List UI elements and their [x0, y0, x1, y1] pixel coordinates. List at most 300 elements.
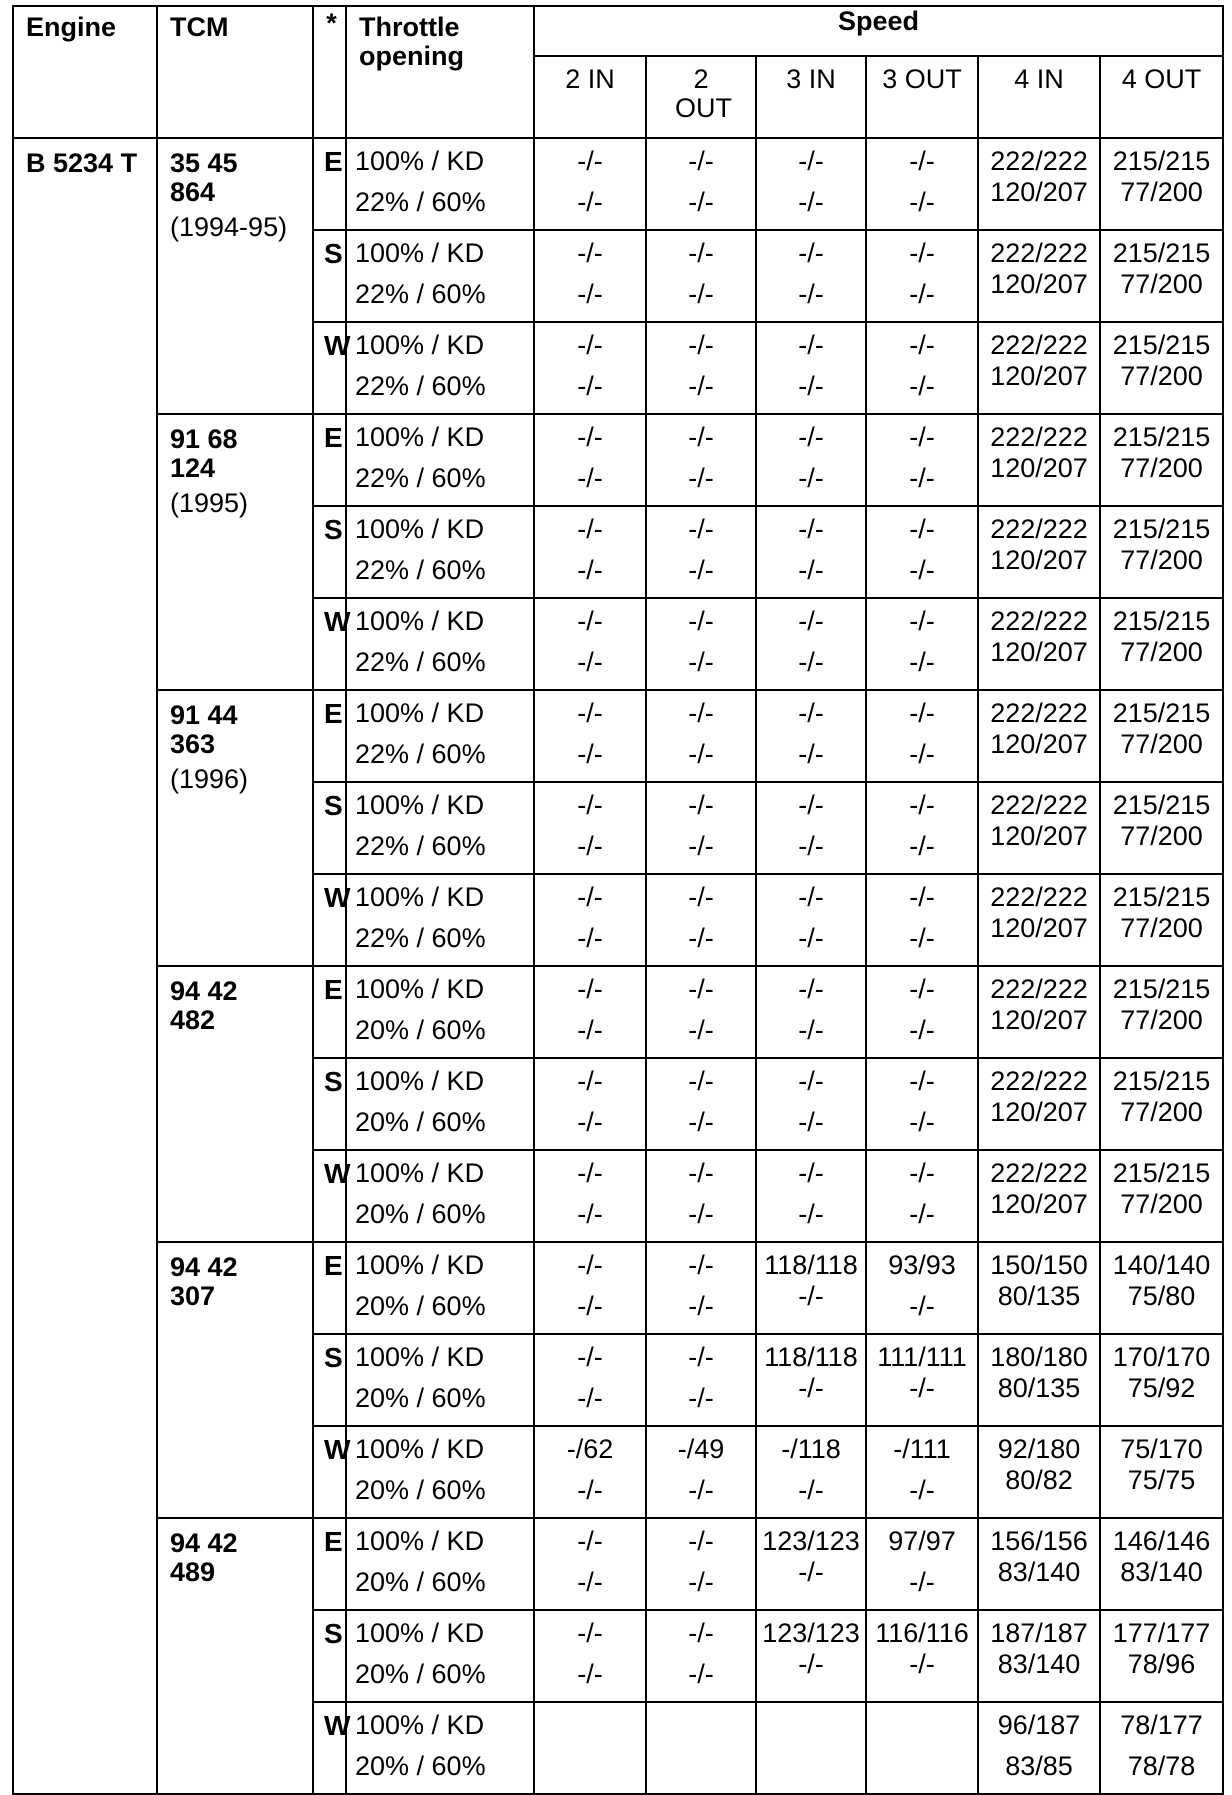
speed-cell [756, 322, 866, 414]
speed-value: 215/215 [1112, 422, 1211, 452]
speed-cell [756, 1518, 866, 1610]
speed-value: 120/207 [990, 453, 1088, 483]
speed-value: -/- [798, 1281, 824, 1311]
tcm-year: (1996) [170, 764, 249, 795]
throttle-cell [346, 1150, 534, 1242]
speed-cell [978, 690, 1100, 782]
speed-cell [534, 1518, 646, 1610]
speed-value: -/- [577, 187, 603, 217]
speed-value: 215/215 [1112, 790, 1211, 820]
speed-value: 156/156 [990, 1526, 1088, 1556]
speed-value: 215/215 [1112, 974, 1211, 1004]
speed-value: -/- [577, 1659, 603, 1689]
speed-value: 77/200 [1120, 1097, 1203, 1127]
table-row [13, 1242, 1223, 1334]
speed-value: 77/200 [1120, 177, 1203, 207]
speed-value: 215/215 [1112, 882, 1211, 912]
speed-cell [534, 966, 646, 1058]
speed-cell [646, 1518, 756, 1610]
throttle-value: 100% / KD [355, 1250, 485, 1280]
speed-value: 77/200 [1120, 821, 1203, 851]
speed-cell [1100, 1150, 1223, 1242]
speed-cell [978, 1702, 1100, 1794]
throttle-cell [346, 230, 534, 322]
speed-value: 93/93 [888, 1250, 956, 1280]
mode-cell: S [313, 1058, 346, 1150]
speed-value: 222/222 [990, 1158, 1088, 1188]
speed-value: -/- [688, 238, 714, 268]
speed-value: 75/80 [1127, 1281, 1196, 1311]
speed-cell [1100, 1058, 1223, 1150]
speed-value: -/- [577, 555, 603, 585]
speed-value: -/- [688, 1015, 714, 1045]
speed-value: -/- [798, 1557, 824, 1587]
speed-value: -/- [688, 831, 714, 861]
speed-table [12, 5, 1224, 1795]
speed-value: -/62 [566, 1434, 614, 1464]
speed-value: -/- [577, 882, 603, 912]
speed-value: -/- [688, 1250, 714, 1280]
throttle-value: 100% / KD [355, 1526, 485, 1556]
speed-cell [1100, 414, 1223, 506]
speed-cell [978, 1518, 1100, 1610]
speed-value: -/- [577, 974, 603, 1004]
speed-value: 222/222 [990, 514, 1088, 544]
speed-value: -/- [909, 1649, 935, 1679]
speed-cell [866, 1518, 978, 1610]
speed-value: 222/222 [990, 698, 1088, 728]
speed-cell [866, 506, 978, 598]
speed-value: -/- [798, 1475, 824, 1505]
speed-value: -/- [688, 279, 714, 309]
speed-value: -/118 [781, 1434, 841, 1464]
speed-value: -/- [798, 1373, 824, 1403]
tcm-code: 91 68 124 [170, 424, 238, 484]
speed-cell [978, 1426, 1100, 1518]
speed-value [867, 1752, 977, 1793]
speed-value: 215/215 [1112, 698, 1211, 728]
speed-cell [866, 1426, 978, 1518]
speed-value: 215/215 [1112, 1158, 1211, 1188]
speed-cell [978, 230, 1100, 322]
throttle-value: 100% / KD [355, 422, 485, 452]
speed-value: -/- [909, 422, 935, 452]
speed-value [647, 1711, 755, 1752]
speed-value: -/- [909, 1158, 935, 1188]
throttle-value: 20% / 60% [355, 1659, 486, 1689]
speed-value: -/- [909, 279, 935, 309]
mode-cell: W [313, 1150, 346, 1242]
speed-cell [1100, 1242, 1223, 1334]
mode-cell: S [313, 1334, 346, 1426]
tcm-cell [157, 1242, 313, 1518]
speed-value: 120/207 [990, 913, 1088, 943]
throttle-value: 100% / KD [355, 1618, 485, 1648]
speed-value: -/- [798, 514, 824, 544]
tcm-cell [157, 414, 313, 690]
speed-value: 80/135 [997, 1281, 1081, 1311]
speed-value: 222/222 [990, 146, 1088, 176]
speed-cell [534, 690, 646, 782]
header-col-2-in: 2 IN [534, 56, 646, 138]
throttle-value: 20% / 60% [355, 1475, 486, 1505]
speed-cell [646, 230, 756, 322]
speed-value: -/- [798, 1107, 824, 1137]
speed-value: -/- [798, 330, 824, 360]
throttle-cell [346, 1610, 534, 1702]
speed-cell [1100, 506, 1223, 598]
table-row [13, 138, 1223, 230]
speed-cell [756, 690, 866, 782]
speed-value: -/- [909, 371, 935, 401]
speed-value: -/- [688, 882, 714, 912]
speed-cell [1100, 1610, 1223, 1702]
speed-value: 83/140 [1120, 1557, 1203, 1587]
tcm-cell [157, 1518, 313, 1794]
speed-value: -/- [577, 606, 603, 636]
speed-value: 83/140 [997, 1557, 1081, 1587]
speed-cell [866, 1610, 978, 1702]
speed-value: 77/200 [1120, 361, 1203, 391]
speed-value: 222/222 [990, 606, 1088, 636]
speed-cell [756, 598, 866, 690]
speed-cell [978, 1334, 1100, 1426]
speed-value: 97/97 [888, 1526, 956, 1556]
speed-value: -/- [577, 1526, 603, 1556]
speed-value: -/- [688, 1291, 714, 1321]
throttle-value: 20% / 60% [355, 1199, 486, 1229]
speed-value: -/- [577, 698, 603, 728]
header-engine: Engine [13, 6, 157, 138]
speed-value: -/- [798, 146, 824, 176]
speed-value: -/- [909, 1291, 935, 1321]
throttle-value: 22% / 60% [355, 187, 486, 217]
speed-cell [534, 1702, 646, 1794]
speed-value: -/- [688, 1383, 714, 1413]
speed-cell [756, 1058, 866, 1150]
speed-cell [978, 1242, 1100, 1334]
throttle-cell [346, 1702, 534, 1794]
speed-value: 123/123 [762, 1618, 860, 1648]
speed-value: -/- [577, 739, 603, 769]
speed-value: -/- [909, 514, 935, 544]
engine-cell: B 5234 T [13, 138, 157, 1794]
tcm-code: 91 44 363 [170, 700, 238, 760]
speed-value: -/- [577, 514, 603, 544]
speed-cell [646, 322, 756, 414]
speed-value: 215/215 [1112, 514, 1211, 544]
speed-value: 111/111 [877, 1342, 967, 1372]
speed-value [535, 1711, 645, 1752]
speed-value: 222/222 [990, 238, 1088, 268]
speed-cell [534, 414, 646, 506]
speed-value: 123/123 [762, 1526, 860, 1556]
speed-value: 222/222 [990, 974, 1088, 1004]
speed-value: -/- [577, 330, 603, 360]
speed-cell [646, 782, 756, 874]
speed-cell [534, 1334, 646, 1426]
speed-cell [534, 1058, 646, 1150]
speed-value: -/- [798, 371, 824, 401]
throttle-cell [346, 690, 534, 782]
speed-value: -/- [688, 974, 714, 1004]
speed-value: -/- [798, 463, 824, 493]
throttle-cell [346, 506, 534, 598]
table-row [13, 414, 1223, 506]
throttle-value: 20% / 60% [355, 1015, 486, 1045]
tcm-code: 35 45 864 [170, 148, 238, 208]
tcm-year: (1994-95) [170, 212, 288, 243]
speed-value: -/- [688, 647, 714, 677]
speed-value: -/111 [893, 1434, 951, 1464]
speed-value: 77/200 [1120, 453, 1203, 483]
speed-value: 120/207 [990, 269, 1088, 299]
speed-value: -/- [909, 1373, 935, 1403]
throttle-value: 100% / KD [355, 1342, 485, 1372]
speed-value: -/- [909, 463, 935, 493]
throttle-cell [346, 598, 534, 690]
speed-cell [978, 874, 1100, 966]
throttle-value: 100% / KD [355, 974, 485, 1004]
speed-value: -/- [909, 790, 935, 820]
speed-value: 120/207 [990, 1005, 1088, 1035]
speed-value: -/- [798, 831, 824, 861]
throttle-value: 20% / 60% [355, 1567, 486, 1597]
throttle-value: 22% / 60% [355, 279, 486, 309]
speed-value: -/- [909, 606, 935, 636]
header-row [13, 6, 1223, 56]
speed-value: -/- [798, 1158, 824, 1188]
mode-cell: W [313, 1702, 346, 1794]
speed-value: -/- [909, 555, 935, 585]
speed-cell [646, 138, 756, 230]
throttle-value: 100% / KD [355, 238, 485, 268]
speed-value: -/- [688, 1475, 714, 1505]
speed-value: -/- [798, 555, 824, 585]
speed-value: -/- [577, 1199, 603, 1229]
speed-value: 215/215 [1112, 606, 1211, 636]
speed-value: 180/180 [990, 1342, 1088, 1372]
speed-cell [1100, 1702, 1223, 1794]
speed-cell [534, 1242, 646, 1334]
speed-cell [646, 598, 756, 690]
throttle-value: 20% / 60% [355, 1751, 486, 1781]
speed-cell [866, 1334, 978, 1426]
table-body [13, 138, 1223, 1794]
speed-value: -/- [798, 739, 824, 769]
speed-value: -/- [798, 187, 824, 217]
speed-value: 215/215 [1112, 146, 1211, 176]
speed-cell [866, 138, 978, 230]
speed-value: 177/177 [1112, 1618, 1211, 1648]
speed-value: 116/116 [875, 1618, 969, 1648]
speed-cell [534, 138, 646, 230]
speed-value: 77/200 [1120, 729, 1203, 759]
speed-value: -/- [577, 238, 603, 268]
speed-value: 77/200 [1120, 913, 1203, 943]
speed-cell [534, 1610, 646, 1702]
speed-cell [756, 230, 866, 322]
speed-value: -/- [688, 1618, 714, 1648]
throttle-cell [346, 322, 534, 414]
speed-value: 215/215 [1112, 330, 1211, 360]
speed-cell [866, 230, 978, 322]
speed-value: -/- [577, 146, 603, 176]
throttle-value: 100% / KD [355, 606, 485, 636]
speed-value: 120/207 [990, 545, 1088, 575]
speed-value: -/- [688, 330, 714, 360]
throttle-cell [346, 1518, 534, 1610]
speed-value: 222/222 [990, 790, 1088, 820]
speed-value: -/- [577, 1342, 603, 1372]
speed-value: 77/200 [1120, 1189, 1203, 1219]
speed-cell [866, 1150, 978, 1242]
speed-cell [1100, 1334, 1223, 1426]
speed-value: -/- [577, 1015, 603, 1045]
throttle-value: 20% / 60% [355, 1107, 486, 1137]
throttle-cell [346, 782, 534, 874]
mode-cell: W [313, 1426, 346, 1518]
speed-value: -/- [688, 1066, 714, 1096]
speed-value: 120/207 [990, 637, 1088, 667]
speed-value: -/- [909, 974, 935, 1004]
header-mode-star: * [313, 6, 346, 138]
speed-cell [646, 1426, 756, 1518]
speed-value: 120/207 [990, 821, 1088, 851]
speed-cell [756, 1702, 866, 1794]
speed-value: -/- [688, 371, 714, 401]
speed-value: -/- [688, 790, 714, 820]
speed-cell [646, 506, 756, 598]
table-row [13, 966, 1223, 1058]
mode-cell: E [313, 966, 346, 1058]
speed-value: -/- [909, 1567, 935, 1597]
speed-value: 75/92 [1127, 1373, 1196, 1403]
speed-cell [646, 1242, 756, 1334]
speed-value: 77/200 [1120, 637, 1203, 667]
speed-value: -/- [798, 606, 824, 636]
speed-value: -/- [909, 647, 935, 677]
speed-value: -/- [798, 422, 824, 452]
speed-value: -/- [577, 371, 603, 401]
speed-value: -/- [798, 1015, 824, 1045]
throttle-value: 100% / KD [355, 1066, 485, 1096]
speed-value: -/- [909, 923, 935, 953]
speed-value: 215/215 [1112, 1066, 1211, 1096]
speed-value: -/- [909, 238, 935, 268]
throttle-cell [346, 1242, 534, 1334]
speed-cell [866, 690, 978, 782]
speed-cell [866, 598, 978, 690]
speed-value: -/- [909, 1107, 935, 1137]
throttle-value: 22% / 60% [355, 923, 486, 953]
speed-cell [978, 966, 1100, 1058]
speed-value: -/- [577, 647, 603, 677]
speed-value: 222/222 [990, 422, 1088, 452]
speed-value: 92/180 [997, 1434, 1081, 1464]
throttle-value: 100% / KD [355, 1158, 485, 1188]
throttle-value: 22% / 60% [355, 831, 486, 861]
speed-value: -/- [798, 923, 824, 953]
throttle-value: 100% / KD [355, 790, 485, 820]
speed-value: -/- [909, 1066, 935, 1096]
throttle-value: 100% / KD [355, 1434, 485, 1464]
speed-value: 215/215 [1112, 238, 1211, 268]
speed-value: -/- [688, 422, 714, 452]
speed-cell [534, 230, 646, 322]
speed-value: 146/146 [1112, 1526, 1211, 1556]
tcm-cell [157, 138, 313, 414]
speed-value: -/- [909, 831, 935, 861]
header-throttle: Throttle opening [346, 6, 534, 138]
speed-value: -/- [688, 739, 714, 769]
speed-cell [646, 1150, 756, 1242]
speed-cell [1100, 966, 1223, 1058]
header-col-4-in: 4 IN [978, 56, 1100, 138]
mode-cell: E [313, 1242, 346, 1334]
speed-cell [866, 1702, 978, 1794]
speed-value: -/- [577, 1107, 603, 1137]
speed-value: -/- [798, 790, 824, 820]
speed-value: -/- [909, 1475, 935, 1505]
speed-cell [646, 874, 756, 966]
speed-cell [866, 782, 978, 874]
speed-value: -/- [688, 923, 714, 953]
throttle-value: 100% / KD [355, 514, 485, 544]
speed-value: 77/200 [1120, 269, 1203, 299]
speed-cell [1100, 1518, 1223, 1610]
header-col-4-out: 4 OUT [1100, 56, 1223, 138]
speed-value [647, 1752, 755, 1793]
throttle-value: 22% / 60% [355, 647, 486, 677]
mode-cell: S [313, 230, 346, 322]
speed-value: -/- [798, 1649, 824, 1679]
tcm-code: 94 42 307 [170, 1252, 238, 1312]
throttle-cell [346, 414, 534, 506]
speed-value: 222/222 [990, 882, 1088, 912]
speed-cell [866, 1058, 978, 1150]
mode-cell: E [313, 414, 346, 506]
speed-value: -/- [909, 882, 935, 912]
speed-value: -/- [577, 463, 603, 493]
speed-value: -/- [577, 1066, 603, 1096]
speed-value: 75/170 [1120, 1434, 1203, 1464]
speed-value: 75/75 [1127, 1465, 1196, 1495]
speed-value: -/- [688, 1158, 714, 1188]
speed-value: 80/135 [997, 1373, 1081, 1403]
speed-value [535, 1752, 645, 1793]
speed-cell [534, 506, 646, 598]
speed-value: -/- [577, 1158, 603, 1188]
speed-value: -/- [577, 1475, 603, 1505]
speed-cell [866, 1242, 978, 1334]
speed-cell [978, 506, 1100, 598]
throttle-cell [346, 874, 534, 966]
speed-cell [756, 1610, 866, 1702]
speed-value: -/- [688, 698, 714, 728]
speed-value: -/- [577, 1291, 603, 1321]
speed-value: 78/177 [1120, 1710, 1203, 1740]
speed-cell [866, 414, 978, 506]
speed-cell [1100, 874, 1223, 966]
throttle-value: 22% / 60% [355, 555, 486, 585]
mode-cell: E [313, 1518, 346, 1610]
throttle-value: 100% / KD [355, 698, 485, 728]
speed-cell [756, 1426, 866, 1518]
mode-cell: S [313, 506, 346, 598]
throttle-cell [346, 138, 534, 230]
speed-cell [646, 1610, 756, 1702]
